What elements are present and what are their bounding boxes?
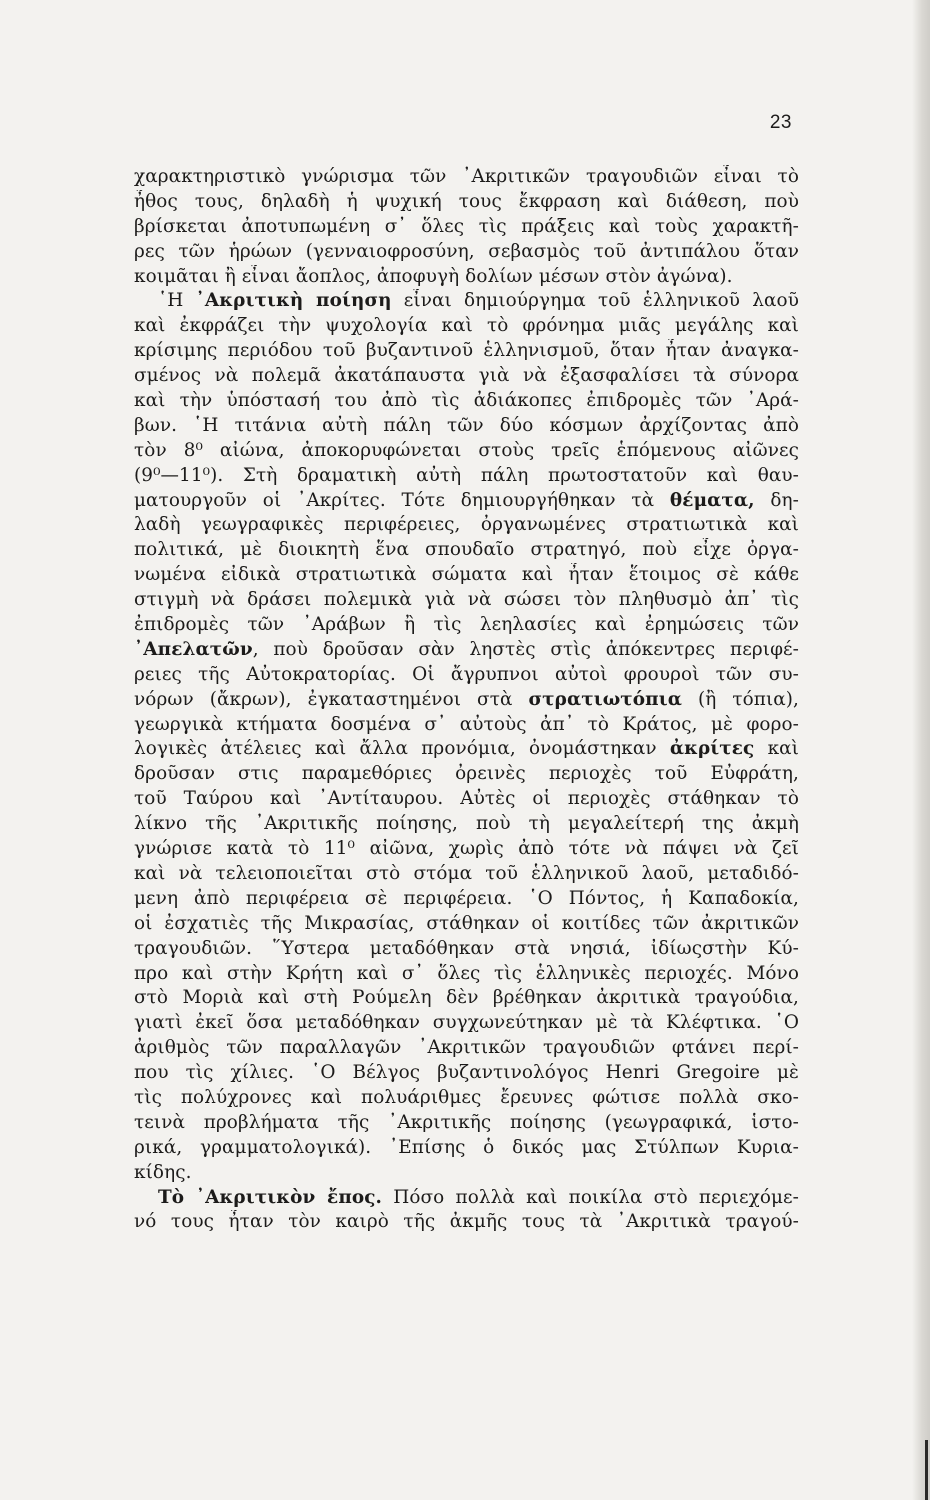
text-segment: κοιμᾶται ἢ εἶναι ἄοπλος, ἀποφυγὴ δολίων μέσων στὸν ἀγώνα). [134, 265, 733, 287]
text-segment: βων. ῾Η τιτάνια αὐτὴ πάλη τῶν δύο κόσμων ἀρχίζοντας ἀπὸ [134, 414, 799, 436]
text-line [134, 837, 799, 862]
text-line [134, 887, 799, 912]
text-segment: γιατὶ ἐκεῖ ὅσα μεταδόθηκαν συγχωνεύτηκαν μὲ τὰ Κλέφτικα. ῾Ο [134, 1012, 799, 1034]
text-line [134, 1011, 799, 1036]
text-segment: λίκνο τῆς ᾿Ακριτικῆς ποίησης, ποὺ τὴ μεγαλείτερή της ἀκμὴ [134, 813, 799, 835]
text-line [134, 787, 799, 812]
text-line [134, 1111, 799, 1136]
text-line [134, 389, 799, 414]
bold-term: ᾿Απελατῶν [134, 638, 253, 660]
bold-term: Τὸ ᾿Ακριτικὸν ἔπος. [158, 1186, 383, 1208]
text-line [134, 588, 799, 613]
text-segment: λαδὴ γεωγραφικὲς περιφέρειες, ὀργανωμένες στρατιωτικὰ καὶ [134, 514, 799, 536]
bold-term: ᾿Ακριτικὴ ποίηση [195, 290, 392, 312]
text-line [134, 1210, 799, 1235]
text-line [134, 240, 799, 265]
text-line [134, 937, 799, 962]
text-segment: γνώρισε κατὰ τὸ 11⁰ αἰῶνα, χωρὶς ἀπὸ τότε νὰ πάψει νὰ ζεῖ [134, 838, 799, 860]
text-segment: τραγουδιῶν. ῞Υστερα μεταδόθηκαν στὰ νησιά, ἰδίωςστὴν Κύ- [134, 937, 799, 959]
text-line [134, 265, 799, 290]
text-segment: ῾Η [158, 290, 196, 312]
text-line [134, 414, 799, 439]
text-segment: ρες τῶν ἡρώων (γενναιοφροσύνη, σεβασμὸς τοῦ ἀντιπάλου ὅταν [134, 240, 799, 262]
bold-term: στρατιωτόπια [528, 688, 682, 710]
text-segment: γεωργικὰ κτήματα δοσμένα σ᾿ αὐτοὺς ἀπ᾿ τὸ Κράτος, μὲ φορο- [134, 713, 799, 735]
text-segment: λογικὲς ἀτέλειες καὶ ἄλλα προνόμια, ὀνομάστηκαν [134, 738, 670, 760]
text-line [134, 762, 799, 787]
text-line [134, 339, 799, 364]
text-line [134, 1036, 799, 1061]
text-segment: ἀριθμὸς τῶν παραλλαγῶν ᾿Ακριτικῶν τραγουδιῶν φτάνει περί- [134, 1037, 799, 1059]
text-line [134, 986, 799, 1011]
text-line [134, 862, 799, 887]
text-line [134, 215, 799, 240]
text-line [134, 364, 799, 389]
text-segment: στὸ Μοριὰ καὶ στὴ Ρούμελη δὲν βρέθηκαν ἀκριτικὰ τραγούδια, [134, 987, 799, 1009]
bold-term: ἀκρίτες [669, 738, 755, 760]
text-line [134, 737, 799, 762]
text-segment: βρίσκεται ἀποτυπωμένη σ᾿ ὅλες τὶς πράξεις καὶ τοὺς χαρακτῆ- [134, 215, 799, 237]
text-segment: δροῦσαν στις παραμεθόριες ὀρεινὲς περιοχὲς τοῦ Εὐφράτη, [134, 763, 799, 785]
text-segment: μενη ἀπὸ περιφέρεια σὲ περιφέρεια. ῾Ο Πόντος, ἡ Καπαδοκία, [134, 887, 799, 909]
text-segment: ρειες τῆς Αὐτοκρατορίας. Οἱ ἄγρυπνοι αὐτοὶ φρουροὶ τῶν συ- [134, 663, 799, 685]
text-segment: πολιτικά, μὲ διοικητὴ ἕνα σπουδαῖο στρατηγό, ποὺ εἶχε ὀργα- [134, 539, 799, 561]
text-line [134, 1086, 799, 1111]
text-line [134, 1061, 799, 1086]
text-line [134, 563, 799, 588]
text-line [134, 812, 799, 837]
text-line [134, 1161, 799, 1186]
body-text [134, 165, 799, 1235]
page-edge-shadow [912, 0, 930, 1500]
page-number: 23 [769, 112, 792, 133]
text-line [134, 713, 799, 738]
text-line [134, 464, 799, 489]
text-segment: καὶ [754, 738, 799, 760]
bold-term: θέματα, [669, 489, 755, 511]
text-segment: ματουργοῦν οἱ ᾿Ακρίτες. Τότε δημιουργήθηκαν τὰ [134, 489, 670, 511]
text-segment: τεινὰ προβλήματα τῆς ᾿Ακριτικῆς ποίησης (γεωγραφικά, ἱστο- [134, 1111, 799, 1133]
text-segment: νόρων (ἄκρων), ἐγκαταστημένοι στὰ [134, 688, 529, 710]
text-segment: καὶ τὴν ὑπόστασή του ἀπὸ τὶς ἀδιάκοπες ἐπιδρομὲς τῶν ᾿Αρά- [134, 390, 799, 412]
text-line [134, 513, 799, 538]
text-segment: προ καὶ στὴν Κρήτη καὶ σ᾿ ὅλες τὶς ἑλληνικὲς περιοχές. Μόνο [134, 962, 799, 984]
text-segment: νό τους ἦταν τὸν καιρὸ τῆς ἀκμῆς τους τὰ ᾿Ακριτικὰ τραγού- [134, 1211, 799, 1233]
text-segment: , ποὺ δροῦσαν σὰν ληστὲς στὶς ἀπόκεντρες περιφέ- [252, 638, 799, 660]
text-line [134, 1136, 799, 1161]
text-line [134, 688, 799, 713]
text-line [134, 613, 799, 638]
text-segment: κίδης. [134, 1161, 192, 1183]
text-segment: τὸν 8⁰ αἰώνα, ἀποκορυφώνεται στοὺς τρεῖς ἑπόμενους αἰῶνες [134, 439, 799, 461]
text-segment: καὶ νὰ τελειοποιεῖται στὸ στόμα τοῦ ἑλληνικοῦ λαοῦ, μεταδιδό- [134, 862, 799, 884]
text-segment: ἐπιδρομὲς τῶν ᾿Αράβων ἢ τὶς λεηλασίες καὶ ἐρημώσεις τῶν [134, 614, 799, 636]
text-segment: καὶ ἐκφράζει τὴν ψυχολογία καὶ τὸ φρόνημα μιᾶς μεγάλης καὶ [134, 315, 799, 337]
text-segment: ρικά, γραμματολογικά). ᾿Επίσης ὁ δικός μας Στύλπων Κυρια- [134, 1136, 799, 1158]
text-segment: ἦθος τους, δηλαδὴ ἡ ψυχική τους ἔκφραση καὶ διάθεση, ποὺ [134, 190, 799, 212]
text-segment: τοῦ Ταύρου καὶ ᾿Αντίταυρου. Αὐτὲς οἱ περιοχὲς στάθηκαν τὸ [134, 788, 799, 810]
text-segment: που τὶς χίλιες. ῾Ο Βέλγος βυζαντινολόγος Henri Gregoire μὲ [134, 1062, 799, 1084]
text-line [134, 912, 799, 937]
text-line [134, 638, 799, 663]
text-segment: δη- [754, 489, 799, 511]
text-line [134, 962, 799, 987]
text-segment: Πόσο πολλὰ καὶ ποικίλα στὸ περιεχόμε- [382, 1186, 799, 1208]
text-line [134, 190, 799, 215]
text-segment: (ἢ τόπια), [681, 688, 799, 710]
text-line [134, 489, 799, 514]
text-segment: νωμένα εἰδικὰ στρατιωτικὰ σώματα καὶ ἦταν ἕτοιμος σὲ κάθε [134, 564, 799, 586]
text-segment: τὶς πολύχρονες καὶ πολυάριθμες ἔρευνες φώτισε πολλὰ σκο- [134, 1086, 799, 1108]
text-line [134, 289, 799, 314]
text-segment: χαρακτηριστικὸ γνώρισμα τῶν ᾿Ακριτικῶν τραγουδιῶν εἶναι τὸ [134, 166, 799, 187]
text-segment: κρίσιμης περιόδου τοῦ βυζαντινοῦ ἑλληνισμοῦ, ὅταν ἦταν ἀναγκα- [134, 340, 799, 362]
text-line [134, 165, 799, 190]
text-segment: σμένος νὰ πολεμᾶ ἀκατάπαυστα γιὰ νὰ ἐξασφαλίσει τὰ σύνορα [134, 365, 799, 387]
text-line [134, 663, 799, 688]
text-segment: (9⁰—11⁰). Στὴ δραματικὴ αὐτὴ πάλη πρωτοστατοῦν καὶ θαυ- [134, 464, 799, 486]
text-segment: στιγμὴ νὰ δράσει πολεμικὰ γιὰ νὰ σώσει τὸν πληθυσμὸ ἀπ᾿ τὶς [134, 589, 799, 611]
text-line [134, 538, 799, 563]
text-segment: οἱ ἐσχατιὲς τῆς Μικρασίας, στάθηκαν οἱ κοιτίδες τῶν ἀκριτικῶν [134, 912, 799, 934]
scan-edge-mark [925, 1440, 928, 1500]
text-line [134, 1186, 799, 1211]
text-line [134, 314, 799, 339]
text-segment: εἶναι δημιούργημα τοῦ ἑλληνικοῦ λαοῦ [391, 290, 799, 312]
text-line [134, 439, 799, 464]
